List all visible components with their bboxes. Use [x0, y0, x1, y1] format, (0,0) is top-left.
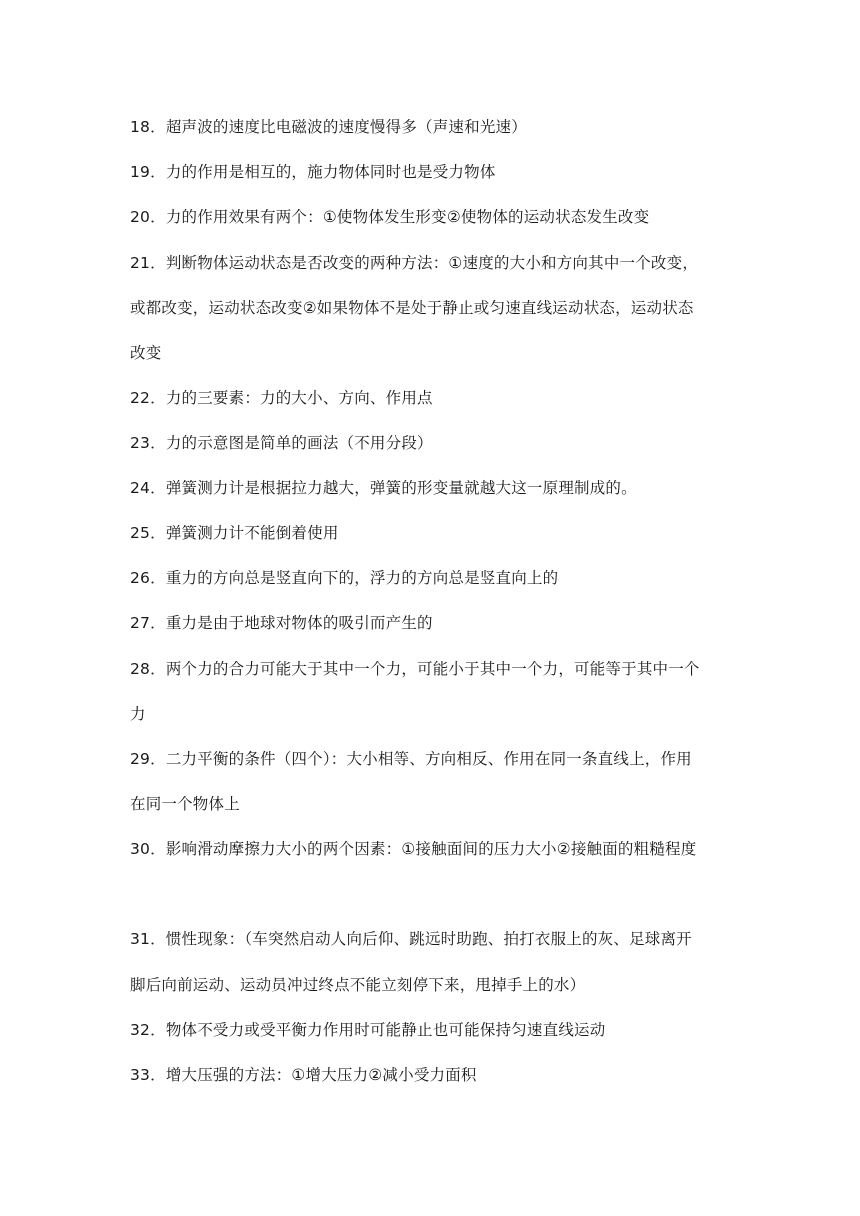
text-line-32: 32．物体不受力或受平衡力作用时可能静止也可能保持匀速直线运动 — [130, 1021, 606, 1039]
text-line-26: 26．重力的方向总是竖直向下的，浮力的方向总是竖直向上的 — [130, 569, 559, 587]
text-line-28: 28．两个力的合力可能大于其中一个力，可能小于其中一个力，可能等于其中一个 — [130, 660, 700, 678]
text-line-33: 33．增大压强的方法：①增大压力②减小受力面积 — [130, 1066, 477, 1084]
text-line-31: 31．惯性现象：（车突然启动人向后仰、跳远时助跑、拍打衣服上的灰、足球离开 — [130, 930, 692, 948]
text-line-21-cont-1: 或都改变，运动状态改变②如果物体不是处于静止或匀速直线运动状态，运动状态 — [130, 299, 694, 317]
text-line-27: 27．重力是由于地球对物体的吸引而产生的 — [130, 614, 433, 632]
text-line-18: 18．超声波的速度比电磁波的速度慢得多（声速和光速） — [130, 118, 527, 136]
text-line-25: 25．弹簧测力计不能倒着使用 — [130, 524, 339, 542]
text-line-29-cont: 在同一个物体上 — [130, 795, 240, 813]
text-line-30: 30．影响滑动摩擦力大小的两个因素：①接触面间的压力大小②接触面的粗糙程度 — [130, 840, 697, 858]
text-line-21: 21．判断物体运动状态是否改变的两种方法：①速度的大小和方向其中一个改变， — [130, 254, 699, 272]
text-line-31-cont: 脚后向前运动、运动员冲过终点不能立刻停下来，甩掉手上的水） — [130, 976, 586, 994]
text-line-19: 19．力的作用是相互的，施力物体同时也是受力物体 — [130, 163, 496, 181]
text-line-29: 29．二力平衡的条件（四个）：大小相等、方向相反、作用在同一条直线上，作用 — [130, 750, 692, 768]
text-line-21-cont-2: 改变 — [130, 344, 162, 362]
text-line-28-cont: 力 — [130, 705, 146, 723]
text-line-23: 23．力的示意图是简单的画法（不用分段） — [130, 434, 433, 452]
text-line-22: 22．力的三要素：力的大小、方向、作用点 — [130, 389, 433, 407]
text-line-24: 24．弹簧测力计是根据拉力越大，弹簧的形变量就越大这一原理制成的。 — [130, 479, 637, 497]
text-line-20: 20．力的作用效果有两个：①使物体发生形变②使物体的运动状态发生改变 — [130, 208, 650, 226]
